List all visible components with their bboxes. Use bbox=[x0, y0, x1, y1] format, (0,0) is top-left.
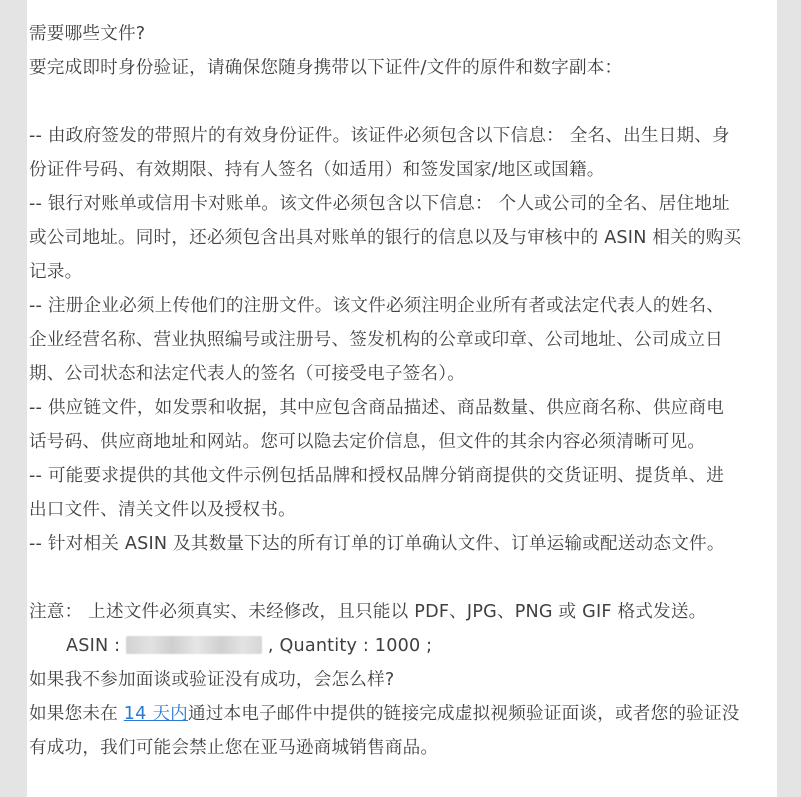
asin-label: ASIN : bbox=[66, 636, 127, 656]
note-text: 注意： 上述文件必须真实、未经修改，且只能以 PDF、JPG、PNG 或 GIF 格式发送。 bbox=[29, 602, 707, 622]
quantity-text: , Quantity : 1000 ; bbox=[262, 636, 433, 656]
list-item bbox=[29, 289, 775, 391]
failure-text-middle: 通过本电子邮件中提供的链接完成虚拟视频验证面谈，或者您的验证没 bbox=[187, 704, 740, 724]
failure-paragraph bbox=[29, 697, 775, 731]
spacer bbox=[29, 561, 775, 595]
heading-failure: 如果我不参加面谈或验证没有成功，会怎么样? bbox=[29, 670, 395, 690]
asin-line bbox=[29, 629, 775, 663]
left-gutter bbox=[0, 0, 27, 797]
failure-text-start: 如果您未在 bbox=[29, 704, 124, 724]
list-item bbox=[29, 527, 775, 561]
list-item-line: -- 由政府签发的带照片的有效身份证件。该证件必须包含以下信息： 全名、出生日期、身 bbox=[29, 126, 730, 146]
document-list bbox=[29, 119, 775, 561]
deadline-link[interactable]: 14 天内 bbox=[123, 704, 188, 724]
list-item bbox=[29, 459, 775, 527]
list-item bbox=[29, 187, 775, 289]
email-body bbox=[29, 17, 775, 765]
list-item bbox=[29, 119, 775, 187]
redacted-asin bbox=[126, 636, 262, 654]
list-item-line: 话号码、供应商地址和网站。您可以隐去定价信息，但文件的其余内容必须清晰可见。 bbox=[29, 432, 706, 452]
list-item-line: -- 可能要求提供的其他文件示例包括品牌和授权品牌分销商提供的交货证明、提货单、进 bbox=[29, 466, 725, 486]
list-item-line: 企业经营名称、营业执照编号或注册号、签发机构的公章或印章、公司地址、公司成立日 bbox=[29, 330, 723, 350]
list-item-line: 出口文件、清关文件以及授权书。 bbox=[29, 500, 296, 520]
spacer bbox=[29, 85, 775, 119]
intro-text: 要完成即时身份验证，请确保您随身携带以下证件/文件的原件和数字副本： bbox=[29, 58, 623, 78]
heading-required-documents: 需要哪些文件? bbox=[29, 24, 146, 44]
list-item-line: 记录。 bbox=[29, 262, 83, 282]
list-item-line: -- 银行对账单或信用卡对账单。该文件必须包含以下信息： 个人或公司的全名、居住地址 bbox=[29, 194, 730, 214]
list-item bbox=[29, 391, 775, 459]
list-item-line: 或公司地址。同时，还必须包含出具对账单的银行的信息以及与审核中的 ASIN 相关的购买 bbox=[29, 228, 742, 248]
right-gutter bbox=[777, 0, 801, 797]
list-item-line: -- 供应链文件，如发票和收据，其中应包含商品描述、商品数量、供应商名称、供应商电 bbox=[29, 398, 725, 418]
list-item-line: 期、公司状态和法定代表人的签名（可接受电子签名）。 bbox=[29, 364, 466, 384]
list-item-line: -- 注册企业必须上传他们的注册文件。该文件必须注明企业所有者或法定代表人的姓名、 bbox=[29, 296, 725, 316]
list-item-line: -- 针对相关 ASIN 及其数量下达的所有订单的订单确认文件、订单运输或配送动态文件。 bbox=[29, 534, 725, 554]
list-item-line: 份证件号码、有效期限、持有人签名（如适用）和签发国家/地区或国籍。 bbox=[29, 160, 605, 180]
failure-text-end: 有成功，我们可能会禁止您在亚马逊商城销售商品。 bbox=[29, 738, 439, 758]
